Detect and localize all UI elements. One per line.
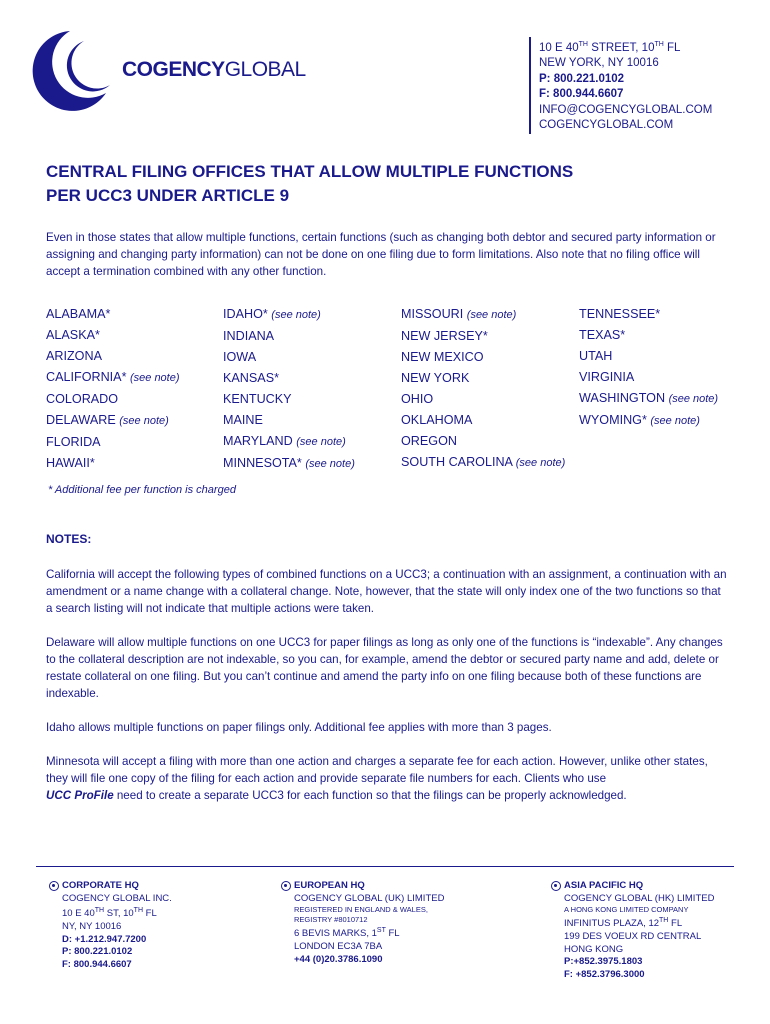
state-item: NEW MEXICO [401, 350, 484, 364]
state-item: HAWAII* [46, 456, 95, 470]
state-item: FLORIDA [46, 435, 101, 449]
states-column-2 [223, 304, 355, 475]
state-item: WYOMING* (see note) [579, 413, 700, 427]
state-item: OKLAHOMA [401, 413, 473, 427]
states-column-1 [46, 304, 180, 474]
state-item: TEXAS* [579, 328, 626, 342]
header-address-line1: 10 E 40TH STREET, 10TH FL [539, 41, 681, 54]
state-item: IDAHO* (see note) [223, 307, 321, 321]
brand-wordmark: COGENCYGLOBAL [122, 58, 306, 81]
state-item: DELAWARE (see note) [46, 413, 169, 427]
note-delaware: Delaware will allow multiple functions on one UCC3 for paper filings as long as only one of the functions is “indexable”. Any changes to the collateral description are not indexable, so you can, for example, amend the debtor or secured party name and add, delete or restate collateral on one filing. But you can’t continue and amend the party info on one filing because both of these functions are indexable. [46, 636, 723, 700]
location-bullet-icon [551, 881, 561, 891]
location-bullet-icon [281, 881, 291, 891]
state-item: TENNESSEE* [579, 307, 661, 321]
page-title: CENTRAL FILING OFFICES THAT ALLOW MULTIPLE FUNCTIONS PER UCC3 UNDER ARTICLE 9 [46, 162, 574, 205]
state-item: WASHINGTON (see note) [579, 391, 719, 405]
footer-corporate-hq: CORPORATE HQ COGENCY GLOBAL INC. 10 E 40TH ST, 10TH FL NY, NY 10016 D: +1.212.947.7200 P: 800.221.0102 F: 800.944.6607 [49, 880, 172, 971]
cogency-logo-icon [30, 27, 130, 113]
state-item: OREGON [401, 434, 457, 448]
state-item: ALASKA* [46, 328, 100, 342]
state-item: MINNESOTA* (see note) [223, 456, 355, 470]
state-item: IOWA [223, 350, 257, 364]
note-minnesota: Minnesota will accept a filing with more than one action and charges a separate fee for each action. However, unlike other states, they will file one copy of the filing for each action and provide separate file numbers for each. Clients who use UCC ProFile need to create a separate UCC3 for each function so that the filings can be properly acknowledged. [46, 755, 708, 802]
state-item: ARIZONA [46, 349, 102, 363]
header-fax: F: 800.944.6607 [539, 88, 624, 101]
state-item: NEW YORK [401, 371, 470, 385]
ucc-profile-product: UCC ProFile [46, 789, 114, 802]
header-address-line2: NEW YORK, NY 10016 [539, 57, 659, 70]
header-website[interactable]: COGENCYGLOBAL.COM [539, 119, 674, 132]
header-contact [529, 37, 712, 134]
states-column-4 [579, 304, 718, 432]
state-item: VIRGINIA [579, 370, 635, 384]
notes-heading: NOTES: [46, 532, 92, 546]
note-california: California will accept the following types of combined functions on a UCC3; a continuation with an assignment, a continuation with an amendment or a name change with a collateral change. Note, however, that the state will only index one of the two functions so that a search listing will not indicate that multiple actions were taken. [46, 568, 727, 615]
state-item: KANSAS* [223, 371, 279, 385]
footer-divider [36, 866, 734, 867]
header-phone: P: 800.221.0102 [539, 72, 625, 85]
state-item: MAINE [223, 413, 263, 427]
state-item: MISSOURI (see note) [401, 307, 517, 321]
state-item: INDIANA [223, 329, 275, 343]
footer-european-hq: EUROPEAN HQ COGENCY GLOBAL (UK) LIMITED REGISTERED IN ENGLAND & WALES, REGISTRY #8010712 6 BEVIS MARKS, 1ST FL LONDON EC3A 7BA +44 (0)20.3786.1090 [281, 880, 444, 966]
intro-paragraph: Even in those states that allow multiple functions, certain functions (such as changing both debtor and secured party information or assigning and changing party information) can not be done on one filing due to form limitations. Also note that no filing office will accept a termination combined with any other function. [46, 231, 716, 278]
header-email[interactable]: INFO@COGENCYGLOBAL.COM [539, 103, 713, 116]
states-column-3 [401, 304, 565, 474]
fee-footnote: * Additional fee per function is charged [48, 484, 236, 496]
state-item: OHIO [401, 392, 434, 406]
footer-asia-pacific-hq: ASIA PACIFIC HQ COGENCY GLOBAL (HK) LIMITED A HONG KONG LIMITED COMPANY INFINITUS PLAZA, 12TH FL 199 DES VOEUX RD CENTRAL HONG KONG P:+852.3975.1803 F: +852.3796.3000 [551, 880, 714, 981]
state-item: SOUTH CAROLINA (see note) [401, 455, 566, 469]
notes-section [46, 566, 728, 804]
state-item: UTAH [579, 349, 613, 363]
state-item: ALABAMA* [46, 307, 111, 321]
state-item: COLORADO [46, 392, 119, 406]
state-item: MARYLAND (see note) [223, 434, 346, 448]
note-idaho: Idaho allows multiple functions on paper filings only. Additional fee applies with more than 3 pages. [46, 721, 552, 734]
location-bullet-icon [49, 881, 59, 891]
state-item: CALIFORNIA* (see note) [46, 370, 180, 384]
state-item: KENTUCKY [223, 392, 292, 406]
state-item: NEW JERSEY* [401, 329, 488, 343]
